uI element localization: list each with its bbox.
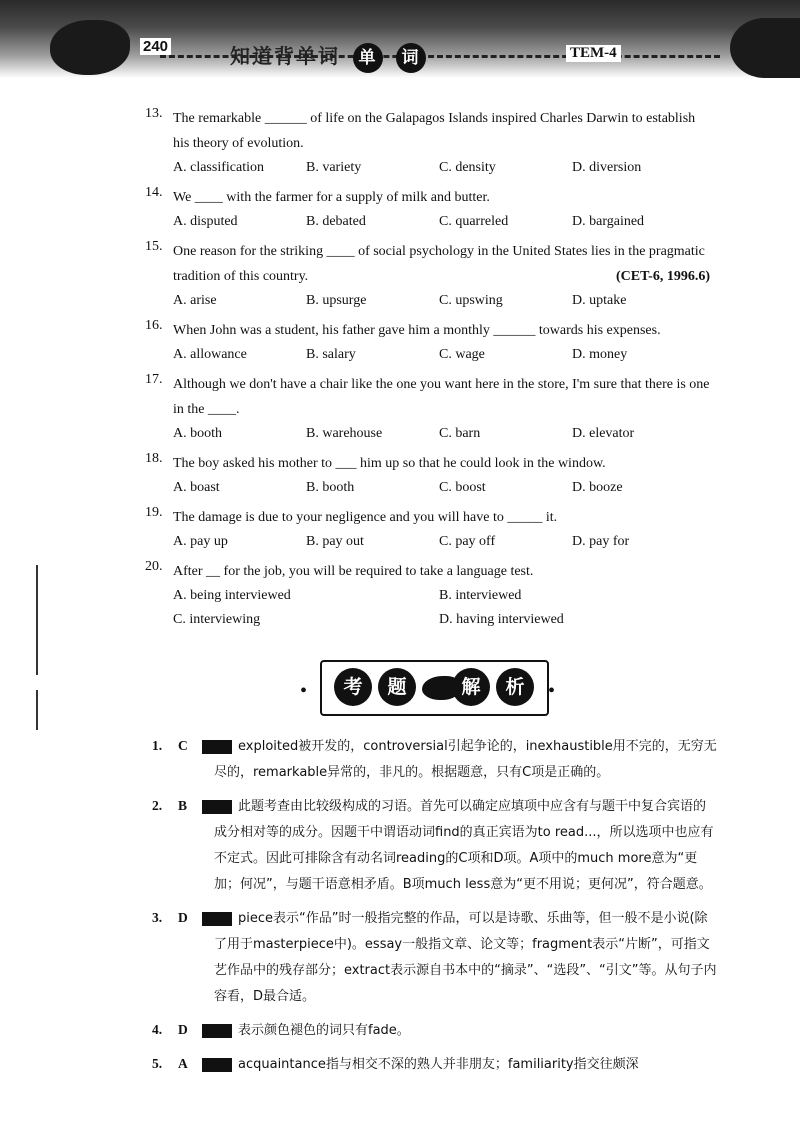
answer-letter: A [178, 1056, 188, 1071]
option-a: A. boast [173, 480, 220, 495]
option-d: D. pay for [572, 534, 630, 549]
question-text: The damage is due to your negligence and you will have to _____ it. [173, 510, 558, 525]
option-d: D. booze [572, 480, 623, 495]
answer-list [152, 733, 717, 1085]
question-text [173, 239, 710, 289]
option-a: A. disputed [173, 214, 238, 229]
option-a: A. classification [173, 160, 264, 175]
option-b: B. booth [306, 480, 355, 495]
option-b: B. variety [306, 160, 362, 175]
banner-char-1: 考 [334, 668, 372, 706]
answer-number: 2. [152, 798, 163, 813]
answer-5 [152, 1051, 717, 1077]
answer-number: 1. [152, 738, 163, 753]
question-17 [145, 372, 710, 446]
question-text: The remarkable ______ of life on the Galapagos Islands inspired Charles Darwin to establish his theory of evolution. [173, 111, 696, 151]
option-a: A. allowance [173, 347, 247, 362]
question-source: (CET-6, 1996.6) [616, 269, 710, 284]
options [173, 422, 710, 446]
question-15 [145, 239, 710, 313]
scan-margin-line [36, 565, 38, 675]
banner-char-3: 解 [452, 668, 490, 706]
option-c: C. barn [439, 426, 481, 441]
answer-explanation: exploited被开发的，controversial引起争论的，inexhaustible用不完的，无穷无尽的，remarkable异常的，非凡的。根据题意，只有C项是正确的。 [214, 739, 717, 780]
question-text: We ____ with the farmer for a supply of milk and butter. [173, 190, 490, 205]
option-a: A. arise [173, 293, 217, 308]
series-title [230, 40, 426, 73]
scan-margin-line [36, 690, 38, 730]
answer-2 [152, 793, 717, 897]
option-b: B. upsurge [306, 293, 367, 308]
series-title-text: 知道背单词 [230, 44, 340, 68]
option-c: C. density [439, 160, 496, 175]
answer-number: 5. [152, 1056, 163, 1071]
options [173, 476, 710, 500]
option-d: D. bargained [572, 214, 645, 229]
option-d: D. having interviewed [439, 612, 564, 627]
option-b: B. pay out [306, 534, 364, 549]
question-20 [145, 559, 710, 632]
options [173, 289, 710, 313]
banner-char-4: 析 [496, 668, 534, 706]
page-number: 240 [140, 38, 171, 55]
banner-dot-left: • [300, 680, 308, 702]
options [173, 210, 710, 234]
banner-dot-right: • [548, 680, 556, 702]
options [173, 343, 710, 367]
answer-marker [202, 912, 232, 926]
answer-marker [202, 1058, 232, 1072]
option-a: A. booth [173, 426, 222, 441]
question-14 [145, 185, 710, 234]
question-number: 17. [145, 372, 163, 387]
options [173, 530, 710, 554]
answer-number: 4. [152, 1022, 163, 1037]
option-b: B. debated [306, 214, 366, 229]
option-d: D. diversion [572, 160, 642, 175]
question-16 [145, 318, 710, 367]
series-badge-2: 词 [396, 43, 426, 73]
question-number: 16. [145, 318, 163, 333]
answer-letter: C [178, 738, 188, 753]
option-c: C. upswing [439, 293, 503, 308]
option-c: C. interviewing [173, 612, 261, 627]
question-number: 13. [145, 106, 163, 121]
answer-letter: B [178, 798, 188, 813]
question-number: 14. [145, 185, 163, 200]
answer-letter: D [178, 1022, 188, 1037]
question-text: Although we don't have a chair like the one you want here in the store, I'm sure that there is one in the ____. [173, 377, 710, 417]
question-13 [145, 106, 710, 180]
answer-3 [152, 905, 717, 1009]
answer-letter: D [178, 910, 188, 925]
answer-explanation: 此题考查由比较级构成的习语。首先可以确定应填项中应含有与题干中复合宾语的成分相对等的成分。因题干中谓语动词find的真正宾语为to read...，所以选项中也应有不定式。因此可排除含有动名词reading的C项和D项。A项中的much more意为“更加；何况”，与题干语意相矛盾。B项much less意为“更不用说；更何况”，符合题意。 [214, 799, 714, 892]
answer-marker [202, 800, 232, 814]
question-18 [145, 451, 710, 500]
question-list [145, 106, 710, 637]
option-a: A. being interviewed [173, 588, 291, 603]
option-d: D. elevator [572, 426, 635, 441]
answer-explanation: 表示颜色褪色的词只有fade。 [238, 1023, 410, 1038]
banner-char-2: 题 [378, 668, 416, 706]
option-c: C. quarreled [439, 214, 509, 229]
answer-explanation: piece表示“作品”时一般指完整的作品，可以是诗歌、乐曲等，但一般不是小说(除了用于masterpiece中)。essay一般指文章、论文等；fragment表示“片断”，可指文艺作品中的残存部分；extract表示源自书本中的“摘录”、“选段”、“引文”等。从句子内容看，D最合适。 [214, 911, 717, 1004]
option-d: D. uptake [572, 293, 627, 308]
exam-label: TEM-4 [566, 45, 621, 62]
option-a: A. pay up [173, 534, 228, 549]
option-c: C. pay off [439, 534, 496, 549]
option-d: D. money [572, 347, 628, 362]
options [173, 156, 710, 180]
question-text: When John was a student, his father gave him a monthly ______ towards his expenses. [173, 323, 661, 338]
answer-marker [202, 1024, 232, 1038]
answer-1 [152, 733, 717, 785]
header-decoration-right [730, 18, 800, 78]
option-c: C. boost [439, 480, 486, 495]
option-b: B. warehouse [306, 426, 383, 441]
question-number: 18. [145, 451, 163, 466]
question-number: 19. [145, 505, 163, 520]
option-c: C. wage [439, 347, 485, 362]
answer-number: 3. [152, 910, 163, 925]
question-19 [145, 505, 710, 554]
answer-explanation: acquaintance指与相交不深的熟人并非朋友；familiarity指交往颇深 [238, 1057, 639, 1072]
section-banner [320, 660, 549, 716]
series-badge-1: 单 [353, 43, 383, 73]
option-b: B. interviewed [439, 588, 522, 603]
question-text: The boy asked his mother to ___ him up so that he could look in the window. [173, 456, 606, 471]
options [173, 584, 710, 632]
question-text: After __ for the job, you will be required to take a language test. [173, 564, 534, 579]
question-text-body: One reason for the striking ____ of social psychology in the United States lies in the pragmatic tradition of this country. [173, 244, 705, 284]
question-number: 15. [145, 239, 163, 254]
question-number: 20. [145, 559, 163, 574]
answer-4 [152, 1017, 717, 1043]
header-decoration-left [50, 20, 130, 75]
answer-marker [202, 740, 232, 754]
option-b: B. salary [306, 347, 356, 362]
